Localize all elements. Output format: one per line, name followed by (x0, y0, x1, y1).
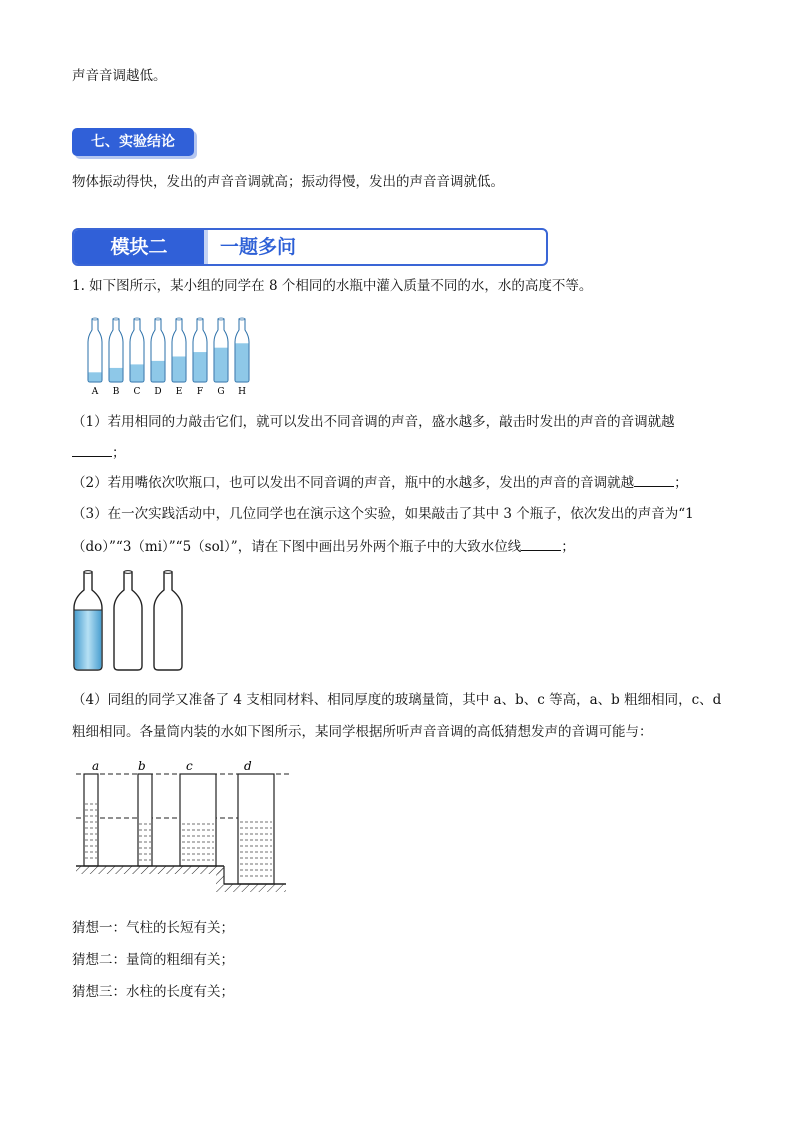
module-header (72, 228, 548, 266)
bottle-h-water (236, 343, 249, 381)
bottle-b (109, 318, 123, 396)
guess-1: 猜想一：气柱的长短有关； (72, 920, 234, 936)
bottle-a-water (89, 372, 102, 381)
bottle-d (151, 318, 165, 396)
bottle-label-b: B (112, 387, 120, 396)
answer-blank-3[interactable] (521, 536, 561, 551)
sub3-line1: （3）在一次实践活动中，几位同学也在演示这个实验，如果敲击了其中 3 个瓶子，依次发出的声音为“1 (72, 506, 694, 522)
bottle-g (214, 318, 228, 396)
bottle-c-water (131, 364, 144, 381)
bottle-c (130, 318, 144, 396)
bottle-e-water (173, 356, 186, 381)
bottles-figure (86, 316, 262, 396)
question-stem: 1. 如下图所示，某小组的同学在 8 个相同的水瓶中灌入质量不同的水，水的高度不等。 (72, 278, 593, 294)
bottle-a (88, 318, 102, 396)
bottle-b-water (110, 368, 123, 381)
sub4-line2: 粗细相同。各量筒内装的水如下图所示，某同学根据所听声音音调的高低猜想发声的音调可能与： (72, 724, 653, 740)
guess-2: 猜想二：量筒的粗细有关； (72, 952, 234, 968)
bottle-label-a: A (91, 387, 99, 396)
sub2-line: （2）若用嘴依次吹瓶口，也可以发出不同音调的声音，瓶中的水越多，发出的声音的音调就越 ； (72, 472, 688, 493)
sub1-line1: （1）若用相同的力敲击它们，就可以发出不同音调的声音，盛水越多，敲击时发出的声音的音调就越 (72, 414, 675, 430)
cylinder-c (180, 774, 216, 866)
cylinder-label-a: a (92, 759, 100, 773)
bottle-label-d: D (154, 387, 162, 396)
three-bottles-figure[interactable] (72, 568, 188, 674)
bottle-h (235, 318, 249, 396)
cylinder-a (84, 774, 98, 866)
answer-blank-1[interactable] (72, 442, 112, 457)
cylinder-label-b: b (138, 759, 146, 773)
sub4-line1: （4）同组的同学又准备了 4 支相同材料、相同厚度的玻璃量筒，其中 a、b、c 等高，a、b 粗细相同，c、d (72, 692, 722, 708)
cylinder-label-d: d (244, 759, 252, 773)
answer-blank-2[interactable] (634, 472, 674, 487)
module-label: 模块二 (74, 230, 204, 264)
bottle-f (193, 318, 207, 396)
bottle-label-e: E (175, 387, 183, 396)
cylinder-label-c: c (186, 759, 193, 773)
module-divider (204, 230, 208, 264)
sub3-line2: （do）”“3（mi）”“5（sol）”，请在下图中画出另外两个瓶子中的大致水位线 ； (72, 536, 575, 557)
guess-3: 猜想三：水柱的长度有关； (72, 984, 234, 1000)
cylinders-figure (72, 756, 294, 902)
bottle-2 (114, 571, 142, 670)
bottle-d-water (152, 361, 165, 382)
module-title: 一题多问 (220, 236, 297, 258)
section-badge-conclusion: 七、实验结论 (72, 128, 194, 156)
conclusion-text: 物体振动得快，发出的声音音调就高；振动得慢，发出的声音音调就低。 (72, 174, 504, 190)
bottle-3 (154, 571, 182, 670)
bottle-1 (74, 571, 102, 670)
bottle-label-g: G (217, 387, 225, 396)
bottle-1-water (75, 610, 102, 669)
bottle-label-c: C (133, 387, 141, 396)
bottle-f-water (194, 352, 207, 381)
bottle-g-water (215, 348, 228, 382)
cylinder-b (138, 774, 152, 866)
sub1-line2: ； (72, 442, 126, 463)
cylinder-d (238, 774, 274, 884)
bottle-e (172, 318, 186, 396)
top-line: 声音音调越低。 (72, 68, 167, 84)
bottle-label-f: F (196, 387, 204, 396)
bottle-label-h: H (238, 387, 246, 396)
